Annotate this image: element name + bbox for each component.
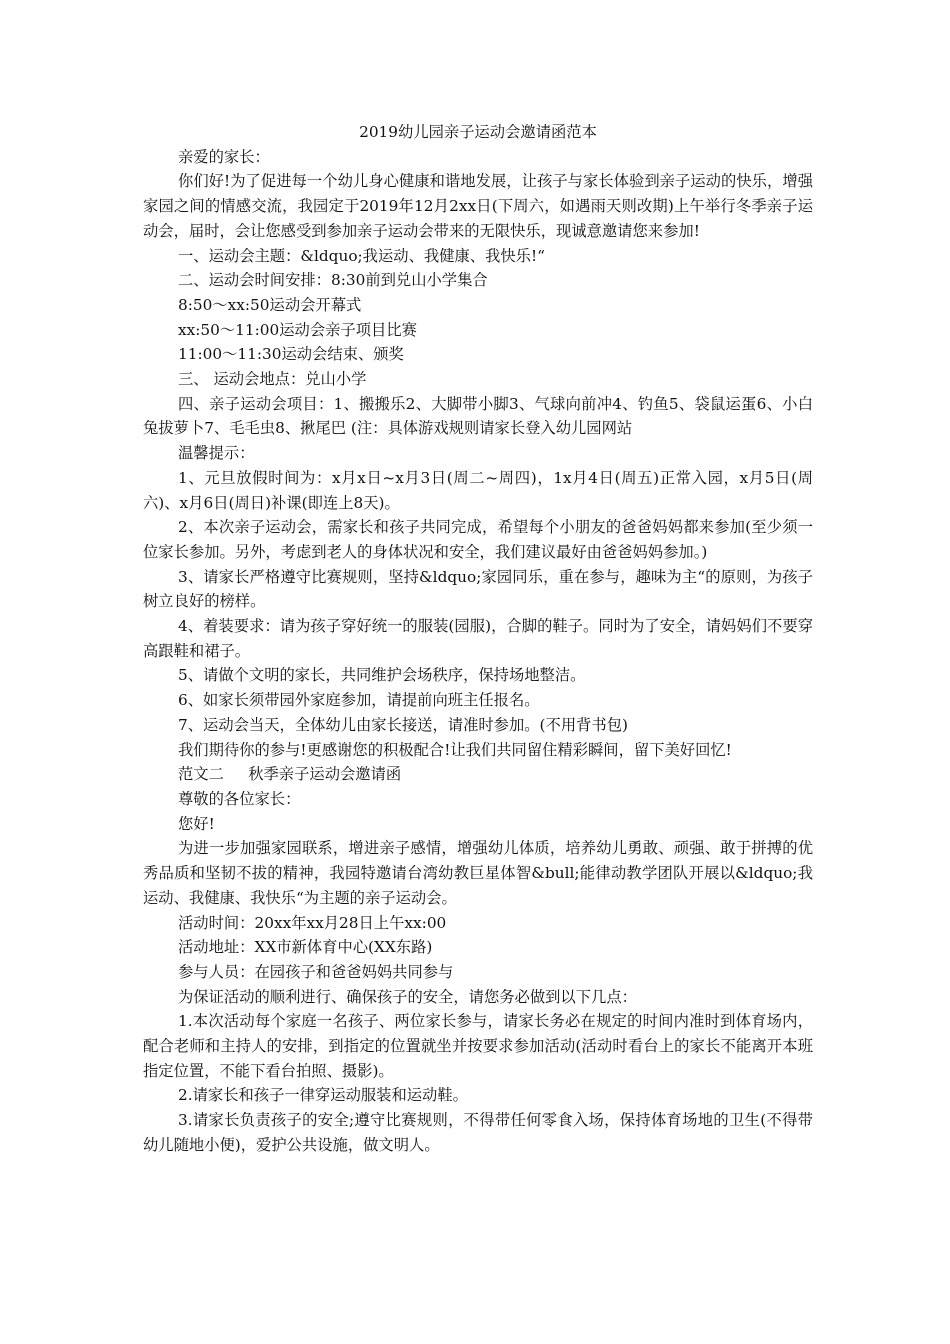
paragraph: xx:50～11:00运动会亲子项目比赛 [178, 320, 417, 339]
paragraph: 您好! [178, 814, 215, 833]
paragraph: 2.请家长和孩子一律穿运动服装和运动鞋。 [178, 1086, 468, 1105]
paragraph: 活动时间：20xx年xx月28日上午xx:00 [178, 913, 447, 932]
paragraph: 你们好!为了促进每一个幼儿身心健康和谐地发展，让孩子与家长体验到亲子运动的快乐，增强家园之间的情感交流，我园定于2019年12月2xx日(下周六，如遇雨天则改期)上午举行冬季亲子运动会，届时，会让您感受到参加亲子运动会带来的无限快乐，现诚意邀请您来参加! [143, 172, 813, 240]
paragraph: 3.请家长负责孩子的安全;遵守比赛规则，不得带任何零食入场，保持体育场地的卫生(不得带幼儿随地小便)，爱护公共设施，做文明人。 [143, 1111, 813, 1154]
paragraph: 1、元旦放假时间为：x月x日~x月3日(周二~周四)，1x月4日(周五)正常入园，x月5日(周六)、x月6日(周日)补课(即连上8天)。 [143, 468, 813, 512]
paragraph: 活动地址：XX市新体育中心(XX东路) [178, 938, 433, 957]
section-heading: 范文二 秋季亲子运动会邀请函 [178, 765, 402, 784]
paragraph: 5、请做个文明的家长，共同维护会场秩序，保持场地整洁。 [178, 666, 586, 685]
paragraph: 四、亲子运动会项目：1、搬搬乐2、大脚带小脚3、气球向前冲4、钓鱼5、袋鼠运蛋6、小白兔拔萝卜7、毛毛虫8、揪尾巴 (注：具体游戏规则请家长登入幼儿园网站 [143, 394, 813, 438]
paragraph: 为进一步加强家园联系，增进亲子感情，增强幼儿体质，培养幼儿勇敢、顽强、敢于拼搏的优秀品质和坚韧不拔的精神，我园特邀请台湾幼教巨星体智&bull;能律动教学团队开展以&ldquo;我运动、我健康、我快乐“为主题的亲子运动会。 [143, 839, 813, 907]
paragraph: 为保证活动的顺利进行、确保孩子的安全，请您务必做到以下几点： [178, 987, 637, 1006]
paragraph: 2、本次亲子运动会，需家长和孩子共同完成，希望每个小朋友的爸爸妈妈都来参加(至少须一位家长参加。另外，考虑到老人的身体状况和安全，我们建议最好由爸爸妈妈参加。) [143, 518, 813, 561]
paragraph: 三、 运动会地点：兑山小学 [178, 370, 367, 389]
paragraph: 尊敬的各位家长： [178, 789, 301, 808]
paragraph: 6、如家长须带园外家庭参加，请提前向班主任报名。 [178, 691, 540, 710]
paragraph: 一、运动会主题：&ldquo;我运动、我健康、我快乐!“ [178, 246, 545, 265]
paragraph: 温馨提示： [178, 444, 255, 463]
paragraph: 1.本次活动每个家庭一名孩子、两位家长参与，请家长务必在规定的时间内准时到体育场内，配合老师和主持人的安排，到指定的位置就坐并按要求参加活动(活动时看台上的家长不能离开本班指定位置，不能下看台拍照、摄影)。 [143, 1012, 813, 1080]
paragraph: 8:50～xx:50运动会开幕式 [178, 295, 362, 314]
paragraph: 3、请家长严格遵守比赛规则，坚持&ldquo;家园同乐，重在参与，趣味为主“的原则，为孩子树立良好的榜样。 [143, 567, 813, 611]
paragraph: 参与人员：在园孩子和爸爸妈妈共同参与 [178, 962, 454, 981]
paragraph: 我们期待你的参与!更感谢您的积极配合!让我们共同留住精彩瞬间，留下美好回忆! [178, 740, 732, 759]
document-page [143, 120, 813, 1158]
paragraph: 亲爱的家长： [178, 147, 270, 166]
paragraph: 11:00～11:30运动会结束、颁奖 [178, 345, 404, 364]
paragraph: 二、运动会时间安排：8:30前到兑山小学集合 [178, 271, 488, 290]
paragraph: 4、着装要求：请为孩子穿好统一的服装(园服)，合脚的鞋子。同时为了安全，请妈妈们不要穿高跟鞋和裙子。 [143, 617, 813, 660]
document-title: 2019幼儿园亲子运动会邀请函范本 [359, 123, 597, 141]
paragraph: 7、运动会当天，全体幼儿由家长接送，请准时参加。(不用背书包) [178, 715, 628, 734]
